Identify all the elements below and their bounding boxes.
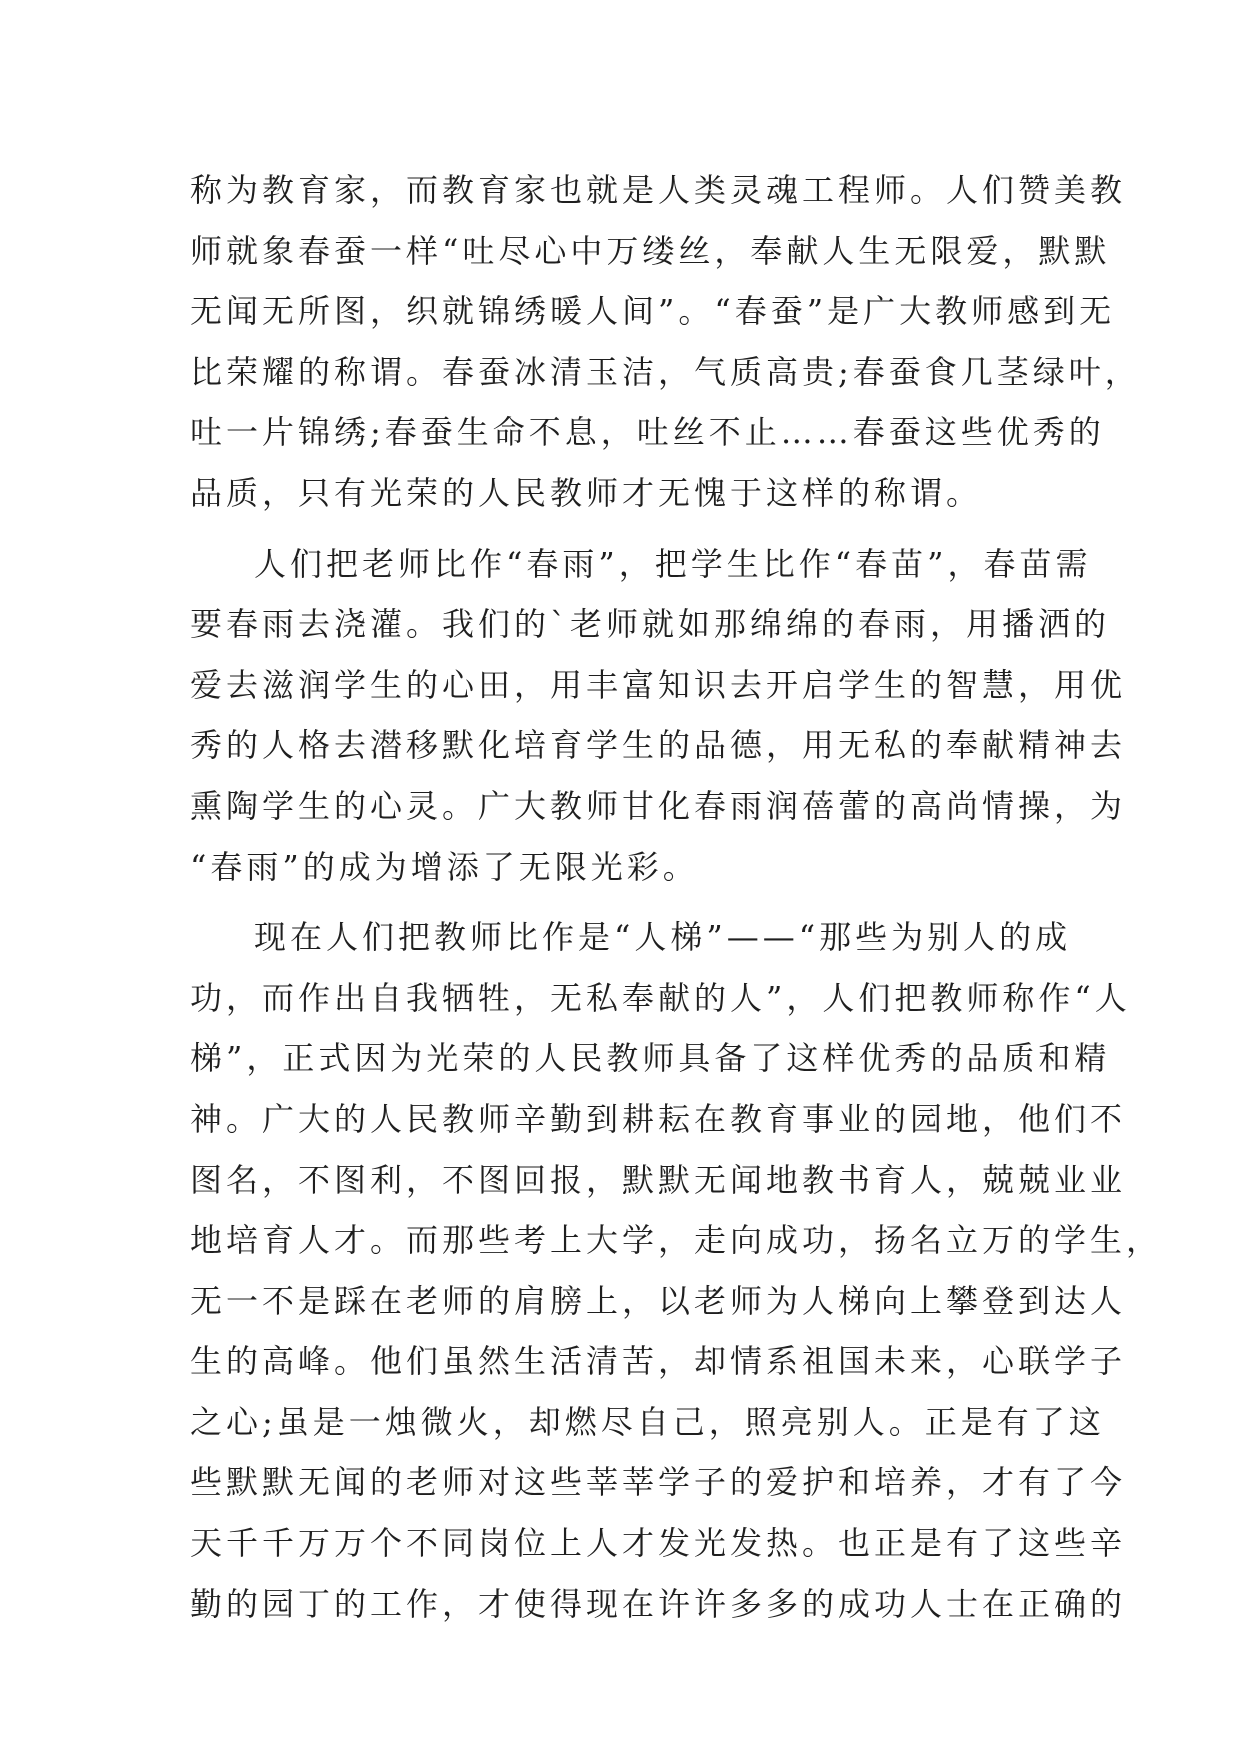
- body-text: [190, 160, 1163, 1634]
- text-line: 现在人们把教师比作是“人梯”——“那些为别人的成: [254, 918, 1072, 957]
- text-line: 之心;虽是一烛微火，却燃尽自己，照亮别人。正是有了这: [190, 1402, 1105, 1441]
- text-line: 人们把老师比作“春雨”，把学生比作“春苗”，春苗需: [254, 544, 1092, 583]
- text-line: 无一不是踩在老师的肩膀上，以老师为人梯向上攀登到达人: [190, 1281, 1127, 1320]
- paragraph-3: [190, 907, 1163, 1634]
- text-line: 神。广大的人民教师辛勤到耕耘在教育事业的园地，他们不: [190, 1099, 1127, 1138]
- text-line: 爱去滋润学生的心田，用丰富知识去开启学生的智慧，用优: [190, 665, 1127, 704]
- text-line: 无闻无所图，织就锦绣暖人间”。“春蚕”是广大教师感到无: [190, 292, 1116, 331]
- paragraph-spacing: [190, 524, 1060, 534]
- text-line: 品质，只有光荣的人民教师才无愧于这样的称谓。: [190, 473, 983, 512]
- text-line: 些默默无闻的老师对这些莘莘学子的爱护和培养，才有了今: [190, 1463, 1127, 1502]
- paragraph-1: [190, 160, 1141, 524]
- text-line: 梯”，正式因为光荣的人民教师具备了这样优秀的品质和精: [190, 1039, 1111, 1078]
- paragraph-2: [190, 534, 1127, 898]
- paragraph-spacing: [190, 897, 1060, 907]
- text-line: 比荣耀的称谓。春蚕冰清玉洁，气质高贵;春蚕食几茎绿叶，: [190, 352, 1141, 391]
- text-line: 吐一片锦绣;春蚕生命不息，吐丝不止……春蚕这些优秀的: [190, 413, 1105, 452]
- text-line: 功，而作出自我牺牲，无私奉献的人”，人们把教师称作“人: [190, 978, 1131, 1017]
- text-line: “春雨”的成为增添了无限光彩。: [190, 847, 699, 886]
- text-line: 生的高峰。他们虽然生活清苦，却情系祖国未来，心联学子: [190, 1342, 1127, 1381]
- text-line: 图名，不图利，不图回报，默默无闻地教书育人，兢兢业业: [190, 1160, 1127, 1199]
- text-line: 熏陶学生的心灵。广大教师甘化春雨润蓓蕾的高尚情操，为: [190, 786, 1127, 825]
- text-line: 要春雨去浇灌。我们的`老师就如那绵绵的春雨，用播洒的: [190, 605, 1111, 644]
- text-line: 师就象春蚕一样“吐尽心中万缕丝，奉献人生无限爱，默默: [190, 231, 1111, 270]
- text-line: 秀的人格去潜移默化培育学生的品德，用无私的奉献精神去: [190, 726, 1127, 765]
- text-line: 地培育人才。而那些考上大学，走向成功，扬名立万的学生，: [190, 1221, 1163, 1260]
- text-line: 称为教育家，而教育家也就是人类灵魂工程师。人们赞美教: [190, 171, 1127, 209]
- text-line: 天千千万万个不同岗位上人才发光发热。也正是有了这些辛: [190, 1524, 1127, 1563]
- text-line: 勤的园丁的工作，才使得现在许许多多的成功人士在正确的: [190, 1584, 1127, 1623]
